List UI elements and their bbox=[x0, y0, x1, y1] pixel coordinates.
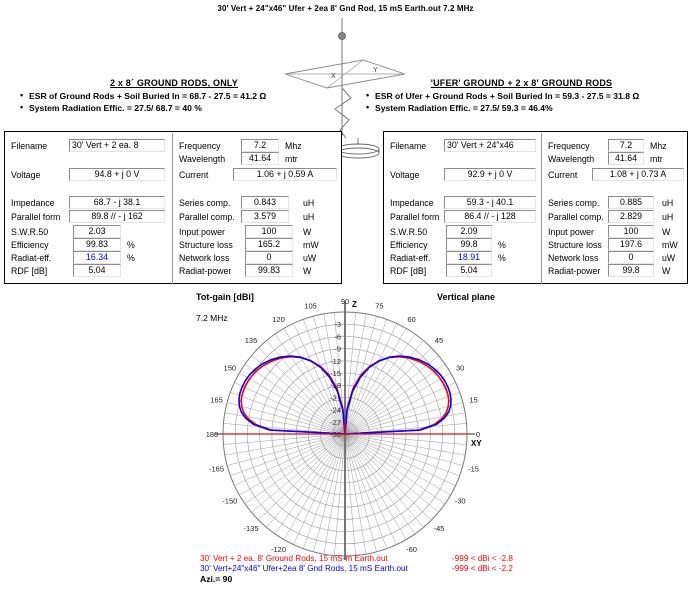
label-parallel-form: Parallel form bbox=[390, 212, 440, 222]
field-wavelength[interactable]: 41.64 bbox=[241, 152, 279, 165]
svg-text:120: 120 bbox=[272, 314, 285, 324]
label-voltage: Voltage bbox=[11, 170, 41, 180]
label-radiat-power: Radiat-power bbox=[179, 266, 232, 276]
svg-text:-9: -9 bbox=[334, 344, 341, 354]
field-current[interactable]: 1.08 + j 0.73 A bbox=[592, 168, 684, 181]
field-frequency[interactable]: 7.2 bbox=[608, 139, 644, 152]
label-filename: Filename bbox=[11, 141, 48, 151]
panel-divider bbox=[541, 133, 542, 284]
svg-text:-18: -18 bbox=[330, 381, 341, 391]
svg-text:0: 0 bbox=[475, 430, 481, 439]
label-input-power: Input power bbox=[548, 227, 594, 237]
left-results-panel bbox=[4, 131, 342, 284]
left-section-bullet-efficiency: • System Radiation Effic. = 27.5/ 68.7 = 40 % bbox=[20, 103, 342, 115]
label-network-loss: Network loss bbox=[548, 253, 599, 263]
svg-text:-120: -120 bbox=[270, 545, 287, 555]
svg-text:-15: -15 bbox=[330, 369, 341, 378]
field-current[interactable]: 1.06 + j 0.59 A bbox=[233, 168, 337, 181]
unit-radiat-power: W bbox=[662, 266, 671, 276]
field-efficiency[interactable]: 99.8 bbox=[446, 238, 492, 251]
legend-series-1-range: -999 < dBi < -2.8 bbox=[452, 554, 513, 563]
svg-text:-30: -30 bbox=[454, 496, 466, 506]
svg-text:75: 75 bbox=[375, 301, 384, 311]
label-wavelength: Wavelength bbox=[179, 154, 226, 164]
svg-text:-24: -24 bbox=[330, 405, 341, 415]
right-results-panel bbox=[383, 131, 688, 284]
svg-text:X: X bbox=[331, 73, 336, 80]
field-voltage[interactable]: 94.8 + j 0 V bbox=[69, 168, 165, 181]
svg-text:-21: -21 bbox=[330, 393, 341, 403]
svg-text:Y: Y bbox=[373, 67, 378, 74]
unit-structure-loss: mW bbox=[662, 240, 678, 250]
svg-text:-30: -30 bbox=[330, 430, 341, 439]
label-parallel-comp: Parallel comp. bbox=[548, 212, 604, 222]
label-series-comp: Series comp. bbox=[179, 198, 231, 208]
svg-text:105: 105 bbox=[304, 301, 317, 311]
right-section-bullet-esr: • ESR of Ufer + Ground Rods + Soil Buried In = 59.3 - 27.5 = 31.8 Ω bbox=[366, 91, 691, 103]
svg-text:15: 15 bbox=[469, 395, 478, 405]
legend-series-1-name: 30' Vert + 2 ea. 8' Ground Rods, 15 mS-m Earth.out bbox=[200, 554, 388, 563]
label-swr: S.W.R.50 bbox=[390, 227, 428, 237]
legend-series-2-name: 30' Vert+24"x46" Ufer+2ea 8' Gnd Rods, 15 mS Earth.out bbox=[200, 564, 408, 573]
label-filename: Filename bbox=[390, 141, 427, 151]
field-parallel-form[interactable]: 89.8 // - j 162 bbox=[69, 210, 165, 223]
unit-structure-loss: mW bbox=[303, 240, 319, 250]
field-swr[interactable]: 2.09 bbox=[446, 225, 492, 238]
unit-efficiency: % bbox=[127, 240, 135, 250]
polar-plot-svg bbox=[155, 294, 535, 560]
label-impedance: Impedance bbox=[11, 198, 55, 208]
label-parallel-form: Parallel form bbox=[11, 212, 61, 222]
field-structure-loss[interactable]: 197.6 bbox=[608, 238, 654, 251]
label-current: Current bbox=[179, 170, 209, 180]
unit-input-power: W bbox=[303, 227, 312, 237]
svg-text:-12: -12 bbox=[330, 356, 341, 366]
field-series-comp[interactable]: 0.885 bbox=[608, 196, 654, 209]
label-current: Current bbox=[548, 170, 578, 180]
unit-input-power: W bbox=[662, 227, 671, 237]
label-efficiency: Efficiency bbox=[11, 240, 49, 250]
svg-text:-135: -135 bbox=[243, 524, 259, 533]
left-section-heading: 2 x 8´ GROUND RODS, ONLY bbox=[110, 78, 238, 88]
field-radiat-eff[interactable]: 16.34 bbox=[73, 251, 121, 264]
svg-text:-6: -6 bbox=[334, 332, 341, 342]
label-radiat-eff: Radiat-eff. bbox=[390, 253, 431, 263]
svg-text:90: 90 bbox=[340, 297, 350, 306]
label-frequency: Frequency bbox=[548, 141, 590, 151]
label-radiat-eff: Radiat-eff. bbox=[11, 253, 52, 263]
panel-divider bbox=[172, 133, 173, 284]
right-summary-section bbox=[352, 78, 691, 114]
label-network-loss: Network loss bbox=[179, 253, 230, 263]
svg-text:-150: -150 bbox=[222, 496, 238, 506]
svg-text:Z: Z bbox=[352, 300, 357, 309]
field-rdf[interactable]: 5.04 bbox=[446, 264, 492, 277]
svg-text:150: 150 bbox=[223, 363, 237, 373]
unit-radiat-power: W bbox=[303, 266, 312, 276]
field-input-power[interactable]: 100 bbox=[245, 225, 293, 238]
unit-wavelength: mtr bbox=[285, 154, 298, 164]
left-section-bullet-esr: • ESR of Ground Rods + Soil Buried In = 68.7 - 27.5 = 41.2 Ω bbox=[20, 91, 342, 103]
svg-text:-165: -165 bbox=[208, 464, 225, 474]
field-rdf[interactable]: 5.04 bbox=[73, 264, 121, 277]
field-series-comp[interactable]: 0.843 bbox=[241, 196, 289, 209]
field-radiat-power[interactable]: 99.8 bbox=[608, 264, 654, 277]
chart-title: Tot-gain [dBi] bbox=[196, 292, 254, 302]
unit-network-loss: uW bbox=[303, 253, 317, 263]
label-wavelength: Wavelength bbox=[548, 154, 595, 164]
chart-plane-label: Vertical plane bbox=[437, 292, 496, 302]
svg-text:165: 165 bbox=[210, 395, 223, 405]
field-voltage[interactable]: 92.9 + j 0 V bbox=[444, 168, 536, 181]
unit-parallel-comp: uH bbox=[303, 212, 315, 222]
field-wavelength[interactable]: 41.64 bbox=[608, 152, 644, 165]
label-rdf: RDF [dB] bbox=[390, 266, 427, 276]
legend-azimuth: Azi.= 90 bbox=[200, 574, 233, 584]
field-radiat-power[interactable]: 99.83 bbox=[245, 264, 293, 277]
page-title: 30' Vert + 24"x46" Ufer + 2ea 8' Gnd Rod, 15 mS Earth.out 7.2 MHz bbox=[217, 4, 474, 13]
field-efficiency[interactable]: 99.83 bbox=[73, 238, 121, 251]
unit-frequency: Mhz bbox=[285, 141, 302, 151]
label-series-comp: Series comp. bbox=[548, 198, 600, 208]
field-network-loss[interactable]: 0 bbox=[245, 251, 293, 264]
field-impedance[interactable]: 68.7 - j 38.1 bbox=[69, 196, 165, 209]
label-rdf: RDF [dB] bbox=[11, 266, 48, 276]
field-input-power[interactable]: 100 bbox=[608, 225, 654, 238]
field-filename[interactable]: 30' Vert + 2 ea. 8 bbox=[69, 139, 165, 152]
field-structure-loss[interactable]: 165.2 bbox=[245, 238, 293, 251]
unit-efficiency: % bbox=[498, 240, 506, 250]
label-swr: S.W.R.50 bbox=[11, 227, 49, 237]
svg-text:45: 45 bbox=[434, 336, 444, 345]
unit-wavelength: mtr bbox=[650, 154, 663, 164]
field-parallel-form[interactable]: 86.4 // - j 128 bbox=[444, 210, 536, 223]
svg-text:-45: -45 bbox=[433, 524, 445, 533]
svg-text:135: 135 bbox=[244, 336, 258, 345]
unit-parallel-comp: uH bbox=[662, 212, 674, 222]
field-network-loss[interactable]: 0 bbox=[608, 251, 654, 264]
unit-radiat-eff: % bbox=[498, 253, 506, 263]
unit-radiat-eff: % bbox=[127, 253, 135, 263]
field-parallel-comp[interactable]: 2.829 bbox=[608, 210, 654, 223]
label-parallel-comp: Parallel comp. bbox=[179, 212, 235, 222]
label-structure-loss: Structure loss bbox=[179, 240, 233, 250]
label-frequency: Frequency bbox=[179, 141, 221, 151]
field-impedance[interactable]: 59.3 - j 40.1 bbox=[444, 196, 536, 209]
label-efficiency: Efficiency bbox=[390, 240, 428, 250]
label-structure-loss: Structure loss bbox=[548, 240, 602, 250]
field-frequency[interactable]: 7.2 bbox=[241, 139, 279, 152]
svg-text:-15: -15 bbox=[468, 464, 479, 474]
left-summary-section bbox=[6, 78, 342, 114]
unit-network-loss: uW bbox=[662, 253, 676, 263]
field-filename[interactable]: 30' Vert + 24"x46 bbox=[444, 139, 536, 152]
legend-series-2-range: -999 < dBi < -2.2 bbox=[452, 564, 513, 573]
right-section-heading: 'UFER' GROUND + 2 x 8' GROUND RODS bbox=[430, 78, 613, 88]
label-voltage: Voltage bbox=[390, 170, 420, 180]
svg-text:-27: -27 bbox=[330, 417, 341, 427]
field-radiat-eff[interactable]: 18.91 bbox=[446, 251, 492, 264]
svg-text:-3: -3 bbox=[334, 320, 341, 330]
unit-frequency: Mhz bbox=[650, 141, 667, 151]
svg-text:180: 180 bbox=[205, 430, 219, 439]
radiation-pattern-chart bbox=[0, 292, 691, 590]
label-input-power: Input power bbox=[179, 227, 225, 237]
unit-series-comp: uH bbox=[303, 198, 315, 208]
label-radiat-power: Radiat-power bbox=[548, 266, 601, 276]
chart-subtitle: 7.2 MHz bbox=[196, 313, 228, 323]
svg-text:-60: -60 bbox=[406, 545, 417, 555]
right-section-bullet-efficiency: • System Radiation Effic. = 27.5/ 59.3 = 46.4% bbox=[366, 103, 691, 115]
unit-series-comp: uH bbox=[662, 198, 674, 208]
svg-text:XY: XY bbox=[471, 439, 482, 448]
field-swr[interactable]: 2.03 bbox=[73, 225, 121, 238]
svg-text:60: 60 bbox=[407, 314, 416, 324]
svg-text:30: 30 bbox=[456, 363, 465, 373]
label-impedance: Impedance bbox=[390, 198, 434, 208]
field-parallel-comp[interactable]: 3.579 bbox=[241, 210, 289, 223]
